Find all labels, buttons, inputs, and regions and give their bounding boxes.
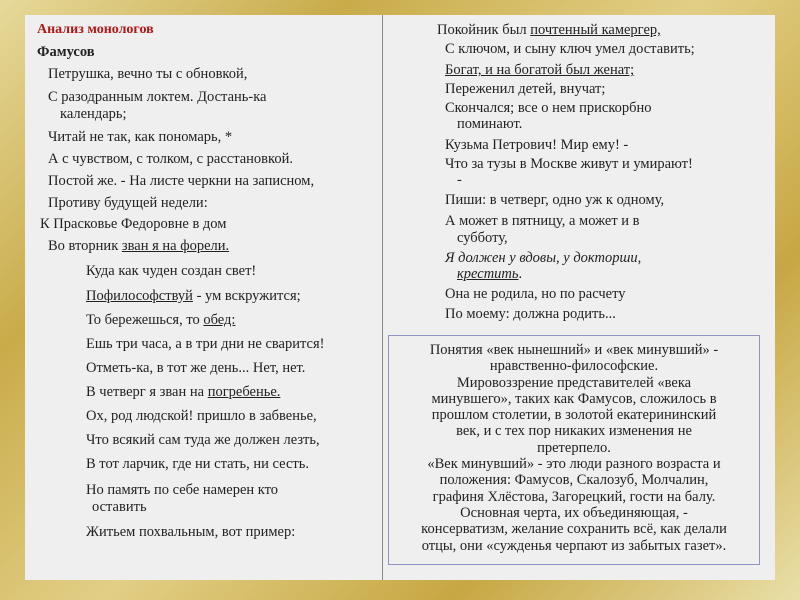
analysis-line: Основная черта, их объединяющая, - — [460, 504, 688, 521]
analysis-line: Мировоззрение представителей «века — [456, 374, 692, 391]
speaker-name: Фамусов — [37, 44, 95, 60]
underlined-text: Пофилософствуй — [86, 288, 193, 304]
analysis-line: положения: Фамусов, Скалозуб, Молчалин, — [439, 472, 709, 489]
verse-line — [86, 408, 317, 424]
verse-text: Петрушка, вечно ты с обновкой, — [48, 66, 248, 82]
underlined-text: обед: — [203, 312, 236, 328]
verse-line — [48, 173, 314, 189]
verse-text: Переженил детей, внучат; — [445, 81, 606, 97]
analysis-line: век, и с тех пор никаких изменения не — [456, 423, 692, 440]
verse-text: Что за тузы в Москве живут и умирают! — [445, 156, 693, 172]
verse-line — [86, 432, 320, 448]
verse-text: Покойник был — [437, 22, 531, 38]
verse-text: С разодранным локтем. Достань-ка — [48, 89, 267, 105]
verse-text: Читай не так, как пономарь, * — [48, 129, 233, 145]
analysis-box — [388, 335, 760, 565]
verse-text: Постой же. - На листе черкни на записном, — [48, 173, 315, 189]
verse-line — [48, 89, 266, 105]
verse-line — [457, 172, 462, 188]
verse-text: Я должен у вдовы, у докторши, — [445, 250, 642, 266]
verse-line — [445, 286, 625, 302]
verse-text: Ешь три часа, а в три дни не сварится! — [86, 336, 325, 352]
verse-line — [457, 116, 522, 132]
slide-title: Анализ монологов — [37, 22, 154, 37]
verse-text: В тот ларчик, где ни стать, ни сесть. — [86, 456, 309, 472]
verse-text: Кузьма Петрович! Мир ему! - — [445, 137, 629, 153]
verse-line — [445, 81, 605, 97]
underlined-text: Богат, и на богатой был женат; — [445, 62, 635, 78]
verse-line — [86, 524, 295, 540]
verse-line — [445, 156, 693, 172]
verse-line — [457, 230, 508, 246]
verse-line — [48, 151, 293, 167]
analysis-line: нравственно-философские. — [489, 358, 659, 375]
verse-line — [437, 22, 661, 38]
verse-line — [60, 106, 127, 122]
analysis-line: Понятия «век нынешний» и «век минувший» - — [429, 342, 719, 358]
verse-line — [48, 195, 208, 211]
verse-text: поминают. — [457, 116, 523, 132]
verse-line — [48, 66, 247, 82]
analysis-line: минувшего», таких как Фамусов, сложилось в — [431, 390, 717, 407]
verse-line — [86, 336, 324, 352]
verse-line — [445, 250, 641, 266]
analysis-line: «Век минувший» - это люди разного возраста и — [427, 456, 721, 473]
verse-text: Противу будущей недели: — [48, 195, 208, 211]
verse-line — [86, 263, 256, 279]
analysis-line: консерватизм, желание сохранить всё, как делали — [421, 521, 727, 538]
verse-line — [48, 238, 229, 254]
column-divider — [382, 15, 383, 580]
analysis-line: прошлом столетии, в золотой екатерининский — [431, 407, 717, 424]
verse-text: Куда как чуден создан свет! — [86, 263, 257, 279]
verse-text: Во вторник — [48, 238, 122, 254]
verse-text: К Прасковье Федоровне в дом — [40, 216, 227, 232]
verse-line — [445, 41, 695, 57]
verse-text: - ум вскружится; — [192, 288, 301, 304]
verse-line — [86, 360, 305, 376]
analysis-line: отцы, они «сужденья черпают из забытых газет». — [421, 537, 727, 554]
verse-text: Что всякий сам туда же должен лезть, — [86, 432, 320, 448]
verse-text: Отметь-ка, в тот же день... Нет, нет. — [86, 360, 306, 376]
verse-line — [86, 456, 309, 472]
analysis-line: претерпело. — [537, 439, 611, 456]
verse-text: субботу, — [457, 230, 508, 246]
verse-text: С ключом, и сыну ключ умел доставить; — [445, 41, 695, 57]
verse-line — [445, 62, 634, 78]
underlined-text: зван я на форели. — [121, 238, 230, 254]
verse-text: В четверг я зван на — [86, 384, 208, 400]
verse-line — [457, 266, 522, 282]
verse-text: То бережешься, то — [86, 312, 204, 328]
verse-line — [445, 306, 616, 322]
verse-line — [86, 482, 278, 498]
verse-text: Скончался; все о нем прискорбно — [445, 100, 652, 116]
verse-text: Ох, род людской! пришло в забвенье, — [86, 408, 317, 424]
verse-line — [86, 288, 301, 304]
verse-line — [445, 100, 652, 116]
underlined-text: почтенный камергер, — [530, 22, 661, 38]
verse-text: Пиши: в четверг, одно уж к одному, — [445, 192, 665, 208]
analysis-line: графиня Хлёстова, Загорецкий, гости на балу. — [432, 488, 716, 505]
verse-line — [445, 137, 628, 153]
verse-line — [445, 213, 640, 229]
verse-line — [445, 192, 664, 208]
verse-line — [86, 384, 280, 400]
verse-text: А может в пятницу, а может и в — [445, 213, 640, 229]
verse-text: - — [457, 172, 462, 188]
verse-text: оставить — [92, 499, 147, 515]
verse-text: По моему: должна родить... — [445, 306, 616, 322]
verse-text: А с чувством, с толком, с расстановкой. — [48, 151, 293, 167]
verse-line — [40, 216, 226, 232]
verse-line — [86, 312, 235, 328]
verse-line — [48, 129, 232, 145]
verse-text: календарь; — [60, 106, 127, 122]
underlined-text: погребенье. — [207, 384, 281, 400]
verse-text: Житьем похвальным, вот пример: — [86, 524, 296, 540]
verse-line — [92, 499, 147, 515]
verse-text: . — [518, 266, 523, 282]
verse-text: Она не родила, но по расчету — [445, 286, 626, 302]
verse-text: Но память по себе намерен кто — [86, 482, 279, 498]
underlined-text: крестить — [457, 266, 519, 282]
